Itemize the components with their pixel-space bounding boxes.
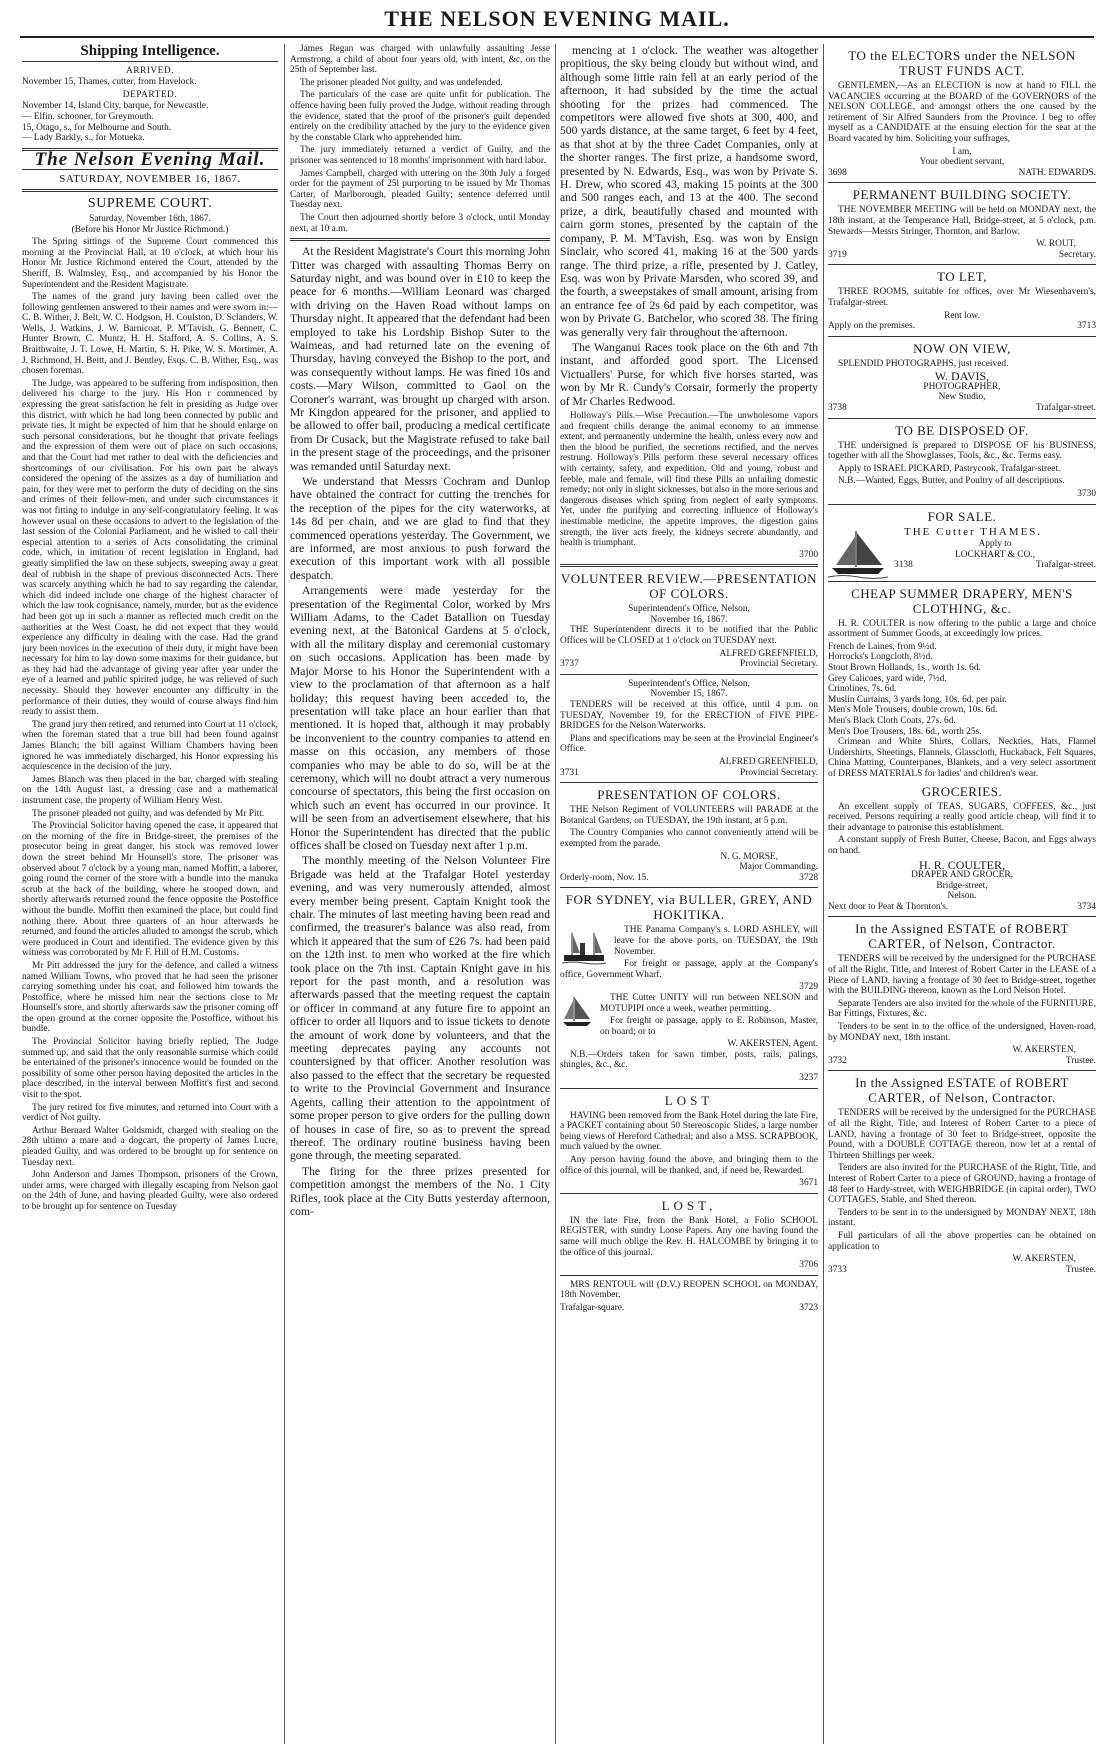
coulter-street: Bridge-street, bbox=[936, 880, 988, 891]
colors-heading: PRESENTATION OF COLORS. bbox=[597, 787, 781, 803]
news-paragraph: We understand that Messrs Cochram and Dunlop have obtained the contract for cutting the trenches for the reception of the pipes for the city waterworks, at 14s 8d per chain, and we are glad to find that they commenced operations yesterday. The Government, we are informed, are most anxious to push forward the execution of this important work with all possible despatch. bbox=[290, 475, 550, 582]
view-street: Trafalgar-street. bbox=[1035, 403, 1096, 414]
estate-text: Tenders are also invited for the PURCHASE of the Right, Title, and Interest of Robert Carter to a piece of GROUND, having a frontage of 48 feet to Hardy-street, with WEIGHBRIDGE (in capital order), TWO COTTAGES, Stable, and Shed thereon. bbox=[828, 1163, 1096, 1206]
colors-role: Major Commanding. bbox=[739, 862, 818, 873]
coulter-next: Next door to Peat & Thornton's. bbox=[828, 901, 949, 912]
news-paragraph: The firing for the three prizes presented for competition amongst the members of the No. 1 City Rifles, took place at the City Butts yesterday afternoon, com- bbox=[290, 1164, 550, 1218]
estate-text: TENDERS will be received by the undersigned for the PURCHASE of all the Right, Title, and Interest of Robert Carter to a piece of LAND, having a frontage of 30 feet to Bridge-street, opposite the Pound, with a DOUBLE COTTAGE thereon, now let at a rental of Thirteen Shillings per week. bbox=[828, 1108, 1096, 1161]
column-1 bbox=[22, 44, 278, 1744]
drapery-item: Stout Brown Hollands, 1s., worth 1s. 6d. bbox=[828, 663, 981, 673]
news-paragraph: At the Resident Magistrate's Court this morning John Titter was charged with assaulting Thomas Berry on Saturday night, and was bound over in £10 to keep the peace for 6 months.—William Leonard was charged with driving on the Haven Road without lamps on Thursday night. It appeared that the defendant had been employed to take his Lordship Bishop Suter to the Waimeas, and had returned late on the evening of Thursday, having conveyed the Bishop to the port, and was consequently without lamps. He was fined 10s and costs.—Mary Wilson, committed to Gaol on the Coroner's warrant, was brought up charged with arson. Mr Kingdon appeared for the prisoner, and applied to be allowed to offer bail, producing a medical certificate from Dr Cusack, but the Magistrate refused to take bail in the present stage of the proceedings, and the prisoner was remanded until Saturday next. bbox=[290, 245, 550, 473]
court-paragraph: James Blanch was then placed in the bar, charged with stealing on the 14th August last, a dressing case and a mathematical instrument case, the property of William Henry West. bbox=[22, 774, 278, 806]
sale-name: LOCKHART & CO., bbox=[955, 549, 1035, 560]
let-heading: TO LET, bbox=[937, 269, 987, 285]
dateline: SATURDAY, NOVEMBER 16, 1867. bbox=[59, 173, 241, 186]
review-signature: ALFRED GREFNFIELD, bbox=[719, 648, 818, 659]
divider bbox=[828, 264, 1096, 265]
divider bbox=[560, 1193, 818, 1194]
departure-line: — Elfin. schooner, for Greymouth. bbox=[22, 111, 154, 122]
sydney-text: For freight or passage, apply at the Company's office, Government Wharf. bbox=[560, 959, 818, 980]
lost-text: Any person having found the above, and bringing them to the office of this journal, will be thanked, and, if need be, Rewarded. bbox=[560, 1155, 818, 1176]
ref-number: 3237 bbox=[799, 1073, 818, 1084]
ref-number: 3713 bbox=[1077, 321, 1096, 332]
colors-text: THE Nelson Regiment of VOLUNTEERS will PARADE at the Botanical Gardens, on TUESDAY, the 19th instant, at 5 p.m. bbox=[560, 805, 818, 826]
column-2 bbox=[290, 44, 550, 1744]
dispose-nb: N.B.—Wanted, Eggs, Butter, and Poultry of all descriptions. bbox=[838, 476, 1065, 487]
sale-apply: Apply to bbox=[978, 539, 1012, 550]
departure-line: November 14, Island City, barque, for Newcastle. bbox=[22, 101, 209, 112]
estate-text: Separate Tenders are also invited for the whole of the FURNITURE, Bar Fittings, Fixtures, &c. bbox=[828, 998, 1096, 1020]
review-role: Provincial Secretary. bbox=[739, 659, 818, 670]
divider bbox=[560, 674, 818, 675]
drapery-item: Men's Black Cloth Coats, 27s. 6d. bbox=[828, 715, 956, 726]
view-trade: PHOTOGRAPHER, bbox=[923, 381, 1001, 392]
column-divider bbox=[284, 44, 285, 1744]
rentoul-place: Trafalgar-square. bbox=[560, 1302, 625, 1313]
ref-number: 3738 bbox=[828, 403, 847, 414]
unity-text: For freight or passage, apply to E. Robinson, Master, on board; or to bbox=[600, 1016, 818, 1037]
drapery-item: French de Laines, from 9½d. bbox=[828, 641, 937, 652]
court-paragraph: The Provincial Solicitor having opened the case, it appeared that on the morning of the fire in Bridge-street, the premises of the prosecutor being in great danger, his stock was removed lower down the street behind Mr Hounsell's store. The prisoner was observed about 7 o'clock by a young man, named Moffitt, a laborer, going round the corner of the store with a bundle into the manuka scrub at the back of the building, where he stooped down, and shortly afterwards returned round the fence opposite the Postoffice without the bundle. Moffitt then examined the place, but could find nothing there. About three quarters of an hour afterwards he returned, and found the articles alluded to amongst the scrub, which were produced in Court and identified. The evidence given by this witness was corroborated by Mr F. Hill of H.M. Customs. bbox=[22, 821, 278, 959]
dispose-apply: Apply to ISRAEL PICKARD, Pastrycook, Trafalgar-street. bbox=[838, 463, 1061, 474]
paper-title: The Nelson Evening Mail. bbox=[34, 148, 266, 170]
lost-text: IN the late Fire, from the Bank Hotel, a Folio SCHOOL REGISTER, with sundry Loose Papers. Any one having found the same will much oblige the Rev. H. HALCOMBE by bringing it to the office of this journal. bbox=[560, 1215, 818, 1258]
departure-line: — Lady Barkly, s., for Motueka. bbox=[22, 133, 145, 144]
court-heading: SUPREME COURT. bbox=[87, 195, 213, 211]
unity-text: THE Cutter UNITY will run between NELSON and MOTUPIPI once a week, weather permitting. bbox=[600, 992, 818, 1014]
masthead-rule bbox=[20, 36, 1094, 38]
court-date: Saturday, November 16th, 1867. bbox=[89, 213, 211, 224]
view-heading: NOW ON VIEW, bbox=[913, 340, 1011, 356]
court-paragraph: John Anderson and James Thompson, prisoners of the Crown, under arms, were charged with illegally escaping from Nelson gaol on the 24th of June, and having pleaded Guilty, were also ordered to be brought up for sentence on Tuesday bbox=[22, 1170, 278, 1212]
divider bbox=[560, 1088, 818, 1089]
court-paragraph: James Regan was charged with unlawfully assaulting Jesse Armstrong, a child of about four years old, with intent, &c, on the 25th of September last. bbox=[290, 44, 550, 76]
estate-text: Full particulars of all the above properties can be obtained on application to bbox=[828, 1230, 1096, 1252]
drapery-heading: CHEAP SUMMER DRAPERY, MEN'S CLOTHING, &c. bbox=[851, 585, 1073, 616]
estate-heading: In the Assigned ESTATE of ROBERT CARTER, of Nelson, Contractor. bbox=[855, 921, 1069, 952]
ref-number: 3706 bbox=[799, 1260, 818, 1271]
court-paragraph: The prisoner pleaded not guilty, and was defended by Mr Pitt. bbox=[32, 808, 265, 819]
ref-number: 3729 bbox=[799, 982, 818, 993]
colors-signature: N. G. MORSE, bbox=[720, 851, 778, 862]
court-paragraph: James Campbell, charged with uttering on the 30th July a forged order for the payment of 25l purporting to be issued by Mr Thomas Carter, of Marlborough, pleaded Guilty; sentence deferred until Tuesday next. bbox=[290, 168, 550, 211]
sailing-cutter-icon bbox=[828, 529, 888, 579]
lost-text: HAVING been removed from the Bank Hotel during the late Fire, a PACKET containing about 50 Stereoscopic Slides, a large number being views of Hereford Cathedral; and also a MSS. SCRAPBOOK, much valued by the owner. bbox=[560, 1110, 818, 1153]
tenders-office: Superintendent's Office, Nelson, bbox=[628, 678, 750, 689]
departed-heading: DEPARTED. bbox=[122, 89, 178, 100]
let-text: THREE ROOMS, suitable for offices, over Mr Wiesenhavern's, Trafalgar-street. bbox=[828, 287, 1096, 308]
view-text: SPLENDID PHOTOGRAPHS, just received. bbox=[838, 358, 1009, 369]
let-rent: Rent low. bbox=[944, 310, 980, 321]
ref-number: 3728 bbox=[799, 872, 818, 883]
divider bbox=[560, 887, 818, 888]
review-office: Superintendent's Office, Nelson, bbox=[628, 604, 750, 615]
masthead: THE NELSON EVENING MAIL. bbox=[384, 6, 730, 31]
building-heading: PERMANENT BUILDING SOCIETY. bbox=[852, 187, 1072, 203]
divider bbox=[560, 1275, 818, 1276]
sale-text: THE Cutter THAMES. bbox=[904, 525, 1043, 538]
court-paragraph: The jury immediately returned a verdict of Guilty, and the prisoner was sentenced to 18 months' imprisonment with hard labor. bbox=[290, 145, 550, 166]
tenders-signature: ALFRED GREENFIELD, bbox=[719, 757, 818, 767]
lost-heading: LOST bbox=[664, 1092, 714, 1108]
court-paragraph: The particulars of the case are quite unfit for publication. The offence having been fully proved the Judge, without reading through the evidence, stated that the proof of the prisoner's guilt depended entirely on the credibility attached by the jury to the evidence given by the constable Clark who apprehended him. bbox=[290, 90, 550, 143]
coulter-name: H. R. COULTER, bbox=[919, 857, 1005, 872]
arrival-line: November 15, Thames, cutter, from Havelock. bbox=[22, 77, 197, 88]
view-name: W. DAVIS, bbox=[934, 369, 990, 384]
sale-heading: FOR SALE. bbox=[927, 508, 997, 524]
arrived-heading: ARRIVED. bbox=[125, 65, 174, 76]
coulter-trade: DRAPER AND GROCER, bbox=[911, 870, 1013, 881]
divider bbox=[828, 581, 1096, 582]
tenders-date: November 15, 1867. bbox=[650, 689, 728, 700]
groceries-heading: GROCERIES. bbox=[921, 783, 1003, 799]
sydney-text: THE Panama Company's s. LORD ASHLEY, will leave for the above ports, on TUESDAY, the 19th November. bbox=[614, 925, 818, 957]
electors-heading: TO the ELECTORS under the NELSON TRUST FUNDS ACT. bbox=[848, 48, 1076, 78]
news-paragraph: mencing at 1 o'clock. The weather was altogether propitious, the sky being cloudy but without wind, and although some little rain fell at an early period of the afternoon, it had subsided by the time the actual shooting for the prizes had commenced. The competitors were allowed five shots at 300, 400, and 500 yards distance, at the same target, 6 feet by 4 feet, as that shot at by the three Cadet Companies, only at the shorter ranges. The first prize, a handsome sword, presented by N. Edwards, Esq., was won by Private S. H. Drew, who scored 43, making 15 points at the 300 and 500 ranges each, and 13 at the 400. The second prize, a dirk, beautifully chased and mounted with cairn gorm stones, presented by the captain of the company, P. M. M'Tavish, Esq. was won by Ensign Sinclair, who scored 41, making 16 at the 500 yards range. The third prize, a rifle, presented by J. Catley, Esq. was won by Private Marsden, who scored 39, and the fourth, a sweepstakes of small amount, arising from an entrance fee of 2s 6d paid by each competitor, was won by Private G. Batchelor, who scored 38. The firing was generally very fair throughout the afternoon. bbox=[560, 44, 818, 339]
electors-text: GENTLEMEN,—As an ELECTION is now at hand to FILL the VACANCIES occurring at the BOARD of the GOVERNORS of the NELSON COLLEGE, and amongst others the one caused by the retirement of Sir Alfred Saunders from the Province. I beg to offer myself as a CANDIDATE at the ensuing election for the seat at the Board vacated by him. Soliciting your suffrages, bbox=[828, 81, 1096, 144]
lost-heading: LOST, bbox=[661, 1197, 717, 1213]
colors-text: The Country Companies who cannot conveniently attend will be exempted from the parade. bbox=[560, 828, 818, 849]
steamship-icon bbox=[560, 927, 608, 967]
dispose-heading: TO BE DISPOSED OF. bbox=[895, 422, 1029, 438]
electors-close: I am, bbox=[952, 146, 972, 157]
cutter-icon bbox=[560, 995, 594, 1029]
news-paragraph: Arrangements were made yesterday for the presentation of the Regimental Color, worked by Mrs William Adams, to the Cadet Batallion on Tuesday evening next, at the Batonical Gardens at 5 o'clock, with all the military display and ceremonial customary on such occasions. Application has been made by Major Morse to his Honor the Superintendent with a view to the proclamation of that afternoon as a half holiday; this request having been acceded to, the presentation will take place an hour earlier than that mentioned. It is hoped that, although it may probably be inconvenient to the country companies to attend en masse on this occasion, any members of those companies who may be able to do so, will be at the ceremony, which will no doubt attract a very numerous concourse of spectators, this being the first occasion on which such an event has occurred in our province. It will be seen from an advertisement elsewhere, that his Honor the Superintendent has directed that the public offices shall be closed on Tuesday next after 1 p.m. bbox=[290, 584, 550, 852]
ref-number: 3731 bbox=[560, 767, 579, 778]
court-paragraph: The Court then adjourned shortly before 3 o'clock, until Monday next, at 10 a.m. bbox=[290, 212, 550, 234]
estate-text: Tenders to be sent in to the office of the undersigned, Haven-road, by MONDAY next, 18th instant. bbox=[828, 1022, 1096, 1043]
court-paragraph: The jury retired for five minutes, and returned into Court with a verdict of Not guilty. bbox=[22, 1102, 278, 1124]
shipping-heading: Shipping Intelligence. bbox=[80, 44, 220, 59]
divider bbox=[560, 782, 818, 783]
estate-role: Trustee. bbox=[1065, 1055, 1096, 1066]
review-text: THE Superintendent directs it to be notified that the Public Offices will be CLOSED at 1 o'clock on TUESDAY next. bbox=[560, 625, 818, 647]
rentoul-text: MRS RENTOUL will (D.V.) REOPEN SCHOOL on MONDAY, 18th November, bbox=[560, 1279, 818, 1301]
court-paragraph: The prisoner pleaded Not guilty, and was undefended. bbox=[300, 77, 503, 88]
estate-text: TENDERS will be received by the undersigned for the PURCHASE of all the Right, Title, and Interest of Robert Carter in the LEASE of a Piece of LAND, having a frontage of 30 feet to Bridge-street, together with the BUILDING thereon, known as the Lord Nelson Hotel. bbox=[828, 954, 1096, 997]
estate-role: Trustee. bbox=[1065, 1264, 1096, 1275]
building-role: Secretary. bbox=[1058, 249, 1096, 260]
review-heading: VOLUNTEER REVIEW.—PRESENTATION OF COLORS. bbox=[560, 571, 818, 602]
tenders-role: Provincial Secretary. bbox=[739, 767, 818, 778]
estate-signature: W. AKERSTEN, bbox=[1012, 1254, 1076, 1265]
divider bbox=[828, 916, 1096, 917]
ref-number: 3719 bbox=[828, 249, 847, 260]
estate-text: Tenders to be sent in to the undersigned by MONDAY NEXT, 18th instant. bbox=[828, 1207, 1096, 1229]
drapery-item: Grey Calicoes, yard wide, 7½d. bbox=[828, 673, 947, 684]
tenders-text: TENDERS will be received at this office, until 4 p.m. on TUESDAY, November 19, for the ERECTION of FIVE PIPE-BRIDGES for the Nelson Waterworks. bbox=[560, 700, 818, 732]
column-3 bbox=[560, 44, 818, 1744]
estate-signature: W. AKERSTEN, bbox=[1012, 1045, 1076, 1056]
court-paragraph: The names of the grand jury having been called over the following gentlemen answered to their names and were sworn in:—C. B. Wither, J. Belt, W. C. Hodgson, H. Coulston, D. Sclanders, W. Wells, J. Watkins, J. W. Barnicoat, P. M'Tavish, G. Bennett, C. Hunter Brown, C. Muntz, H. H. Stafford, A. S. Collins, A. S. Braithwaite, J. T. Lowe, H. Martin, S. H. Pike, W. S. Mortimer, A. J. Richmond, H. Beitt, and J. Bentley, Esqs. C. B. Wither, Esq., was chosen foreman. bbox=[22, 292, 278, 377]
sydney-heading: FOR SYDNEY, via BULLER, GREY, AND HOKITIKA. bbox=[565, 892, 813, 923]
ref-number: 3733 bbox=[828, 1264, 847, 1275]
ref-number: 3730 bbox=[1077, 489, 1096, 500]
drapery-item: Muslin Curtains, 3 yards long, 10s. 6d. per pair. bbox=[828, 694, 1007, 705]
divider bbox=[22, 61, 278, 62]
groceries-text: An excellent supply of TEAS, SUGARS, COFFEES, &c., just received. Persons requiring a really good article cheap, will find it to their advantage to patronise this establishment. bbox=[828, 801, 1096, 833]
news-paragraph: The monthly meeting of the Nelson Volunteer Fire Brigade was held at the Trafalgar Hotel yesterday evening, and was very numerously attended, almost every member being present. Captain Knight took the chair. The minutes of last meeting having been read and confirmed, the treasurer's balance was also read, from which it appeared that the sum of £26 7s. had been paid on the 12th inst. to men who worked at the fire which took place on the 7th inst. Captain Knight gave in his report for the past month, and a resolution was afterwards passed that the meeting request the captain or officer in command at any future fire to appoint an officer to order all liquors and to issue tickets to denote the amount of work done by volunteers, and that the meeting deprecates paying any accounts not countersigned by that officer. Another resolution was also passed to the effect that the secretary be requested to write to the Provincial Government and Insurance Agents, calling their attention to the appointment of some proper person to give orders for the pulling down of houses in case of fire, so as to prevent the spread thereof. The ordinary routine business having been gone through, the meeting separated. bbox=[290, 854, 550, 1163]
groceries-text: A constant supply of Fresh Butter, Cheese, Bacon, and Eggs always on hand. bbox=[828, 835, 1096, 856]
building-signature: W. ROUT, bbox=[1036, 239, 1076, 250]
coulter-town: Nelson. bbox=[947, 891, 977, 902]
court-paragraph: The Spring sittings of the Supreme Court commenced this morning at the Provincial Hall, at 10 o'clock, at which hour his Honor Mr Justice Richmond entered the Court, attended by the Sheriff, B. Walmsley, Esq., and accompanied by his Honor the Superintendent and the Resident Magistrate. bbox=[22, 237, 278, 290]
divider bbox=[828, 504, 1096, 505]
colors-order: Orderly-room, Nov. 15. bbox=[560, 872, 649, 883]
ref-number: 3734 bbox=[1077, 901, 1096, 912]
building-text: THE NOVEMBER MEETING will be held on MONDAY next, the 18th instant, at the Temperance Hall, Bridge-street, at 5 o'clock, p.m. Stewards—Messrs Stringer, Thornton, and Barlow. bbox=[828, 205, 1096, 237]
court-judge: (Before his Honor Mr Justice Richmond.) bbox=[71, 224, 229, 235]
divider bbox=[22, 189, 278, 192]
court-paragraph: The grand jury then retired, and returned into Court at 11 o'clock, when the foreman stated that a true bill had been found against James Blanch; the bill against William Chambers having been ignored he was immediately discharged, his Honor expressing his acquiescence in the decision of the jury. bbox=[22, 719, 278, 773]
dispose-text: THE undersigned is prepared to DISPOSE OF his BUSINESS, together with all the Showglasses, Tools, &c., &c. Terms easy. bbox=[828, 440, 1096, 462]
ref-number: 3737 bbox=[560, 659, 579, 670]
unity-nb: N.B.—Orders taken for sawn timber, posts, rails, palings, shingles, &c., &c. bbox=[560, 1049, 818, 1071]
divider bbox=[828, 336, 1096, 337]
ref-number: 3698 bbox=[828, 167, 847, 178]
drapery-item: Crinolines, 7s. 6d. bbox=[828, 684, 897, 695]
drapery-item: Men's Doe Trousers, 18s. 6d., worth 25s. bbox=[828, 726, 982, 737]
departure-line: 15, Otago, s., for Melbourne and South. bbox=[22, 122, 172, 133]
electors-close: Your obedient servant, bbox=[919, 157, 1005, 168]
sale-street: Trafalgar-street. bbox=[1035, 560, 1096, 571]
holloway-advert: Holloway's Pills.—Wise Precaution.—The unwholesome vapors and frequent chills derange the animal economy to an immense extent, and permanently undermine the health, unless every now and then the blood be purified, the secretions rectified, and the nerves restrung. Holloway's Pills perform these several necessary offices with certainty, safety, and expedition. Old and young, robust and feeble, male and female, will find these Pills an unfailing domestic remedy; not only in slight sicknesses, but also in the more serious and dangerous diseases which spring from neglect of early symptoms. Yet, under the purifying and correcting influence of Holloway's inestimable medicine, the appetite improves, the digestion gains strength, the liver acts freely, the kidneys secrete abundantly, and health is triumphant. bbox=[560, 409, 818, 548]
column-divider bbox=[823, 44, 824, 1744]
divider bbox=[290, 238, 550, 241]
ref-number: 3671 bbox=[799, 1178, 818, 1189]
let-apply: Apply on the premises. bbox=[828, 321, 915, 332]
divider bbox=[828, 418, 1096, 419]
court-paragraph: The Judge, was appeared to be suffering from indisposition, then delivered his charge to the jury. His Hon r commenced by expressing the great satisfaction he felt in presiding as Judge over this district, with which he had long been connected by public and private ties. It might be expected of him that he should enlarge on such personal considerations, but he thought that private feelings and the expression of them were out of place on such occasions, and that the Court had met rather to deal with the deficiencies and shortcomings of our civilisation. For his own part he always considered the opening of the assizes as a day of humiliation and pain, for they were met to perform the duty of deciding on the sins and crimes of their fellow-men, and under such circumstances it was not fitting to indulge in any self-congratulatory feeling. It was however usual on these occasions to advert to the legislation of the last session of the Colonial Parliament, and he wished to call their especial attention to a series of Acts consolidating the criminal code, which, in imitation of recent legislation in England, had greatly simplified the law on these subjects, sweeping away a great deal of rubbish in the shape of previous disconnected Acts. There was scarcely anything which he had to say regarding the calendar, which did indeed include one charge of the highest character of which the law took cognisance, namely, murder, but as the evidence had been got up in such a manner as reflected much credit on the authorities at the West Coast, he did not expect that they would experience any difficulty in dealing with the case. Had the grand jury been novices in the execution of their duty, it might have been necessary for him to lay down some maxims for their guidance, but as they had had the advantage of giving year after year under the eye of a learned and public spirited judge, he was relieved of such necessity. Should they however encounter any difficulty in the performance of their duties, they would of course always find him ready to assist them. bbox=[22, 378, 278, 718]
column-4 bbox=[828, 44, 1096, 1744]
ref-number: 3723 bbox=[799, 1302, 818, 1313]
drapery-item: Men's Mole Trousers, double crown, 10s. 6d. bbox=[828, 705, 998, 716]
electors-signature: NATH. EDWARDS. bbox=[1018, 167, 1096, 178]
ref-number: 3138 bbox=[894, 560, 913, 571]
estate-heading: In the Assigned ESTATE of ROBERT CARTER, of Nelson, Contractor. bbox=[855, 1075, 1069, 1106]
court-paragraph: Mr Pitt addressed the jury for the defence, and called a witness named William Towns, who proved that he had seen the prisoner carrying something under his coat, and followed him towards the Postoffice, where he missed him near the sections close to Mr Hounsell's store, and shortly afterwards saw the prisoner coming off the open ground at the corner opposite the Postoffice, without his bundle. bbox=[22, 960, 278, 1035]
ref-number: 3732 bbox=[828, 1055, 847, 1066]
drapery-item: Horrocks's Longcloth, 8½d. bbox=[828, 652, 933, 663]
ref-number: 3700 bbox=[799, 549, 818, 560]
drapery-text: H. R. COULTER is now offering to the public a large and choice assortment of Summer Goods, at exceedingly low prices. bbox=[828, 618, 1096, 640]
news-paragraph: The Wanganui Races took place on the 6th and 7th instant, and afforded good sport. The Licensed Victuallers' Purse, for which five horses started, was won by Mr R. Cundy's Corsair, formerly the property of Mr Charles Redwood. bbox=[560, 340, 818, 408]
drapery-text: Crimean and White Shirts, Collars, Neckties, Hats, Flannel Undershirts, Sheetings, Flannels, Glasscloth, Huckaback, Felt Squares, China Matting, Counterpanes, Blankets, and a very select assortment of DRESS MATERIALS for ladies' and children's wear. bbox=[828, 737, 1096, 779]
column-divider bbox=[555, 44, 556, 1744]
view-studio: New Studio, bbox=[938, 392, 986, 403]
court-paragraph: The Provincial Solicitor having briefly replied, The Judge summed up, and said that the only reasonable surmise which could be entertained of the prisoner's innocence would be founded on the possibility of some other person having deposited the articles in the place described, in the interval between Moffitt's first and second visit to the spot. bbox=[22, 1037, 278, 1101]
divider bbox=[828, 182, 1096, 183]
unity-signature: W. AKERSTEN, Agent. bbox=[727, 1039, 818, 1050]
divider bbox=[828, 1070, 1096, 1071]
review-date: November 16, 1867. bbox=[650, 614, 728, 625]
divider bbox=[560, 564, 818, 567]
court-paragraph: Arthur Bernard Walter Goldsmidt, charged with stealing on the 28th ultimo a mare and a dogcart, the property of James Lucre, pleaded Guilty, and was ordered to be brought up for sentence on Tuesday next. bbox=[22, 1125, 278, 1168]
tenders-text: Plans and specifications may be seen at the Provincial Engineer's Office. bbox=[560, 733, 818, 755]
